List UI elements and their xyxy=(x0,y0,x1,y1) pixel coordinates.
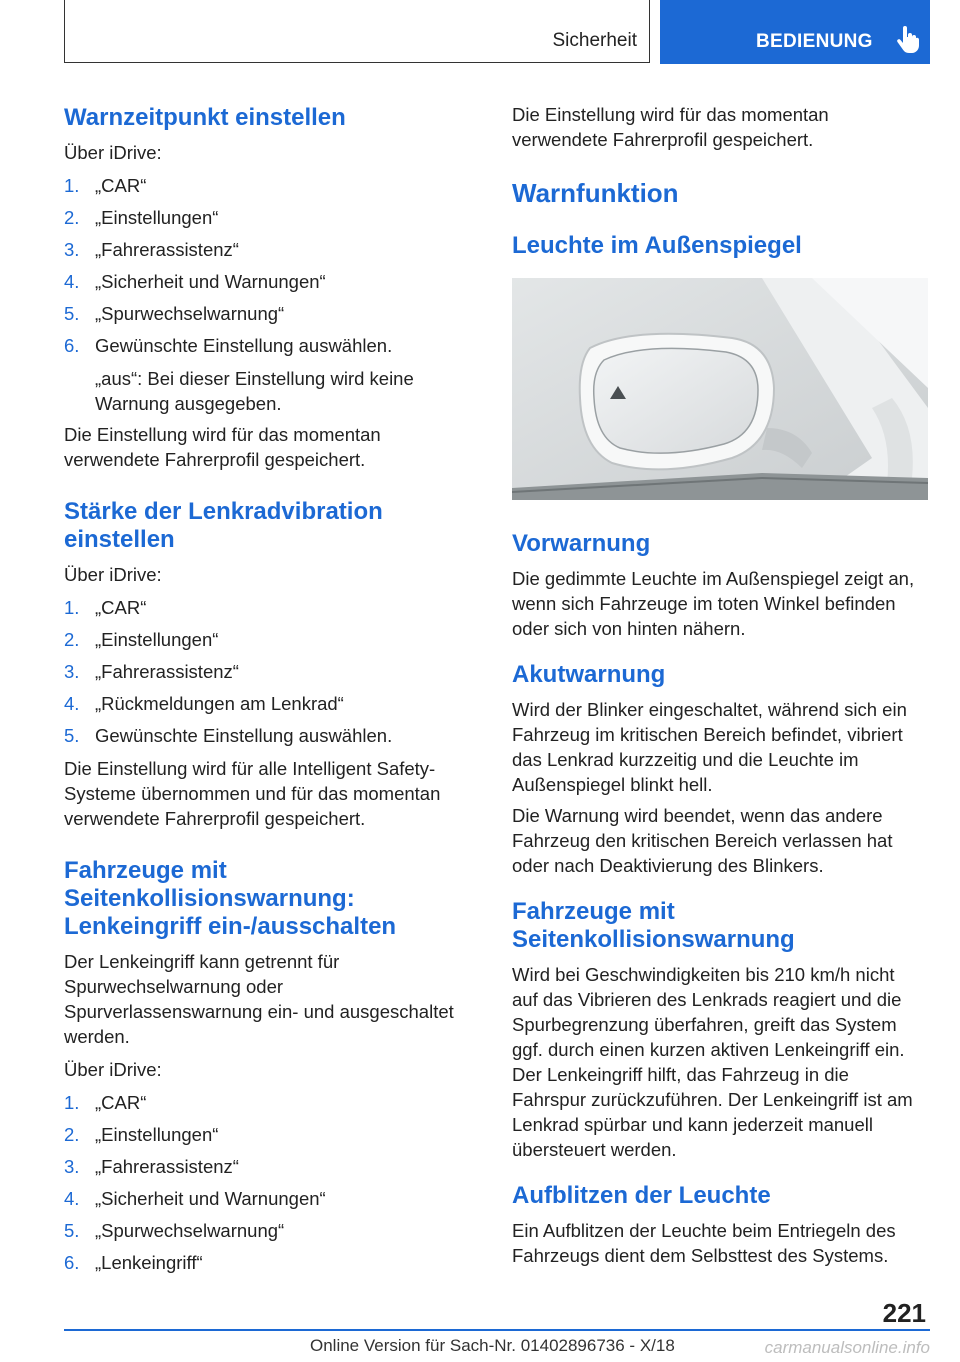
list-text: „Einstellungen“ xyxy=(95,207,219,228)
heading-vorwarnung: Vorwarnung xyxy=(512,530,651,557)
list-text: „Fahrerassistenz“ xyxy=(95,239,239,260)
intro-text: Über iDrive: xyxy=(64,1059,162,1080)
list-item xyxy=(64,1186,476,1211)
list-item xyxy=(64,595,476,620)
header-chapter-box xyxy=(660,0,930,64)
intro-text: Über iDrive: xyxy=(64,142,162,163)
body-text: Die gedimmte Leuchte im Außenspiegel zeigt an, wenn sich Fahrzeuge im toten Winkel befinden oder sich von hinten nähern. xyxy=(512,568,915,639)
heading-seitenkollisionswarnung: Fahrzeuge mit Seitenkollisionswarnung xyxy=(512,898,795,953)
page-header xyxy=(64,0,930,64)
heading-warnfunktion: Warnfunktion xyxy=(512,178,679,208)
list-number: 4. xyxy=(64,271,80,292)
intro-text: Über iDrive: xyxy=(64,564,162,585)
list-text: „Einstellungen“ xyxy=(95,1124,219,1145)
left-column xyxy=(64,100,476,1275)
hand-pointer-icon xyxy=(896,26,920,54)
heading-leuchte-aussenspiegel: Leuchte im Außenspiegel xyxy=(512,232,802,259)
steps-list-1 xyxy=(64,173,476,358)
steps-list-3 xyxy=(64,1090,476,1275)
online-version-text: Online Version für Sach-Nr. 01402896736 - X/18 xyxy=(310,1336,675,1355)
list-item xyxy=(64,1090,476,1115)
list-text: „CAR“ xyxy=(95,1092,147,1113)
list-number: 6. xyxy=(64,335,80,356)
page-number: 221 xyxy=(882,1298,926,1328)
list-item xyxy=(64,1218,476,1243)
list-item xyxy=(64,1122,476,1147)
list-text: „Fahrerassistenz“ xyxy=(95,1156,239,1177)
header-section-box xyxy=(64,0,650,63)
list-number: 2. xyxy=(64,1124,80,1145)
list-number: 5. xyxy=(64,303,80,324)
heading-aufblitzen: Aufblitzen der Leuchte xyxy=(512,1182,771,1209)
heading-akutwarnung: Akutwarnung xyxy=(512,661,666,688)
heading-warnzeitpunkt: Warnzeitpunkt einstellen xyxy=(64,104,346,131)
right-column xyxy=(512,100,924,1268)
steps-list-2 xyxy=(64,595,476,748)
list-item xyxy=(64,205,476,230)
list-number: 3. xyxy=(64,1156,80,1177)
body-text: Die Warnung wird beendet, wenn das andere Fahrzeug den kritischen Bereich verlassen hat oder nach Deaktivierung des Blinkers. xyxy=(512,805,893,876)
list-text: „Sicherheit und Warnungen“ xyxy=(95,1188,326,1209)
list-number: 1. xyxy=(64,175,80,196)
list-item xyxy=(64,723,476,748)
mirror-illustration xyxy=(512,278,928,500)
watermark-text: carmanualsonline.info xyxy=(764,1338,930,1357)
header-section-title: Sicherheit xyxy=(552,30,637,51)
list-text: „Sicherheit und Warnungen“ xyxy=(95,271,326,292)
body-text: Ein Aufblitzen der Leuchte beim Entriegeln des Fahrzeugs dient dem Selbsttest des Systems. xyxy=(512,1220,896,1266)
list-number: 5. xyxy=(64,725,80,746)
list-text: Gewünschte Einstellung auswählen. xyxy=(95,335,393,356)
body-text: Die Einstellung wird für das momentan verwendete Fahrerprofil gespeichert. xyxy=(512,104,829,150)
list-item xyxy=(64,1154,476,1179)
body-text: Wird bei Geschwindigkeiten bis 210 km/h nicht auf das Vibrieren des Lenkrads reagiert und die Spurbegrenzung überfahren, greift das System ggf. durch einen kurzen aktiven Lenkeingriff ein. Der Lenkeingriff hilft, das Fahrzeug in die Fahrspur zurückzuführen. Der Lenkeingriff ist am Lenkrad spürbar und kann jederzeit manuell übersteuert werden. xyxy=(512,964,913,1160)
sub-note: „aus“: Bei dieser Einstellung wird keine Warnung ausgegeben. xyxy=(95,368,414,414)
list-number: 4. xyxy=(64,693,80,714)
body-text: Wird der Blinker eingeschaltet, während sich ein Fahrzeug im kritischen Bereich befindet, vibriert das Lenkrad kurzzeitig und die Leuchte im Außenspiegel blinkt hell. xyxy=(512,699,907,795)
list-number: 2. xyxy=(64,629,80,650)
footer-divider xyxy=(64,1329,930,1331)
list-text: „Fahrerassistenz“ xyxy=(95,661,239,682)
list-text: „CAR“ xyxy=(95,597,147,618)
list-text: „Spurwechselwarnung“ xyxy=(95,1220,285,1241)
list-item xyxy=(64,333,476,358)
list-number: 5. xyxy=(64,1220,80,1241)
list-number: 6. xyxy=(64,1252,80,1273)
list-text: „Lenkeingriff“ xyxy=(95,1252,203,1273)
list-number: 1. xyxy=(64,1092,80,1113)
heading-lenkeingriff: Fahrzeuge mit Seitenkollisionswarnung: Lenkeingriff ein-/ausschalten xyxy=(64,857,397,940)
list-number: 3. xyxy=(64,239,80,260)
heading-lenkradvibration: Stärke der Lenkradvibration einstellen xyxy=(64,498,383,553)
list-number: 4. xyxy=(64,1188,80,1209)
list-item xyxy=(64,237,476,262)
list-item xyxy=(64,691,476,716)
list-item xyxy=(64,627,476,652)
list-item xyxy=(64,301,476,326)
list-item xyxy=(64,269,476,294)
list-number: 2. xyxy=(64,207,80,228)
body-text: Der Lenkeingriff kann getrennt für Spurwechselwarnung oder Spurverlassenswarnung ein- und ausgeschaltet werden. xyxy=(64,951,454,1047)
list-item xyxy=(64,659,476,684)
list-text: „CAR“ xyxy=(95,175,147,196)
list-text: Gewünschte Einstellung auswählen. xyxy=(95,725,393,746)
list-text: „Einstellungen“ xyxy=(95,629,219,650)
body-text: Die Einstellung wird für alle Intelligent Safety-Systeme übernommen und für das momentan verwendete Fahrerprofil gespeichert. xyxy=(64,758,441,829)
list-text: „Spurwechselwarnung“ xyxy=(95,303,285,324)
header-chapter-title: BEDIENUNG xyxy=(756,31,873,52)
list-text: „Rückmeldungen am Lenkrad“ xyxy=(95,693,344,714)
list-item xyxy=(64,173,476,198)
body-text: Die Einstellung wird für das momentan verwendete Fahrerprofil gespeichert. xyxy=(64,424,381,470)
list-number: 1. xyxy=(64,597,80,618)
list-number: 3. xyxy=(64,661,80,682)
list-item xyxy=(64,1250,476,1275)
